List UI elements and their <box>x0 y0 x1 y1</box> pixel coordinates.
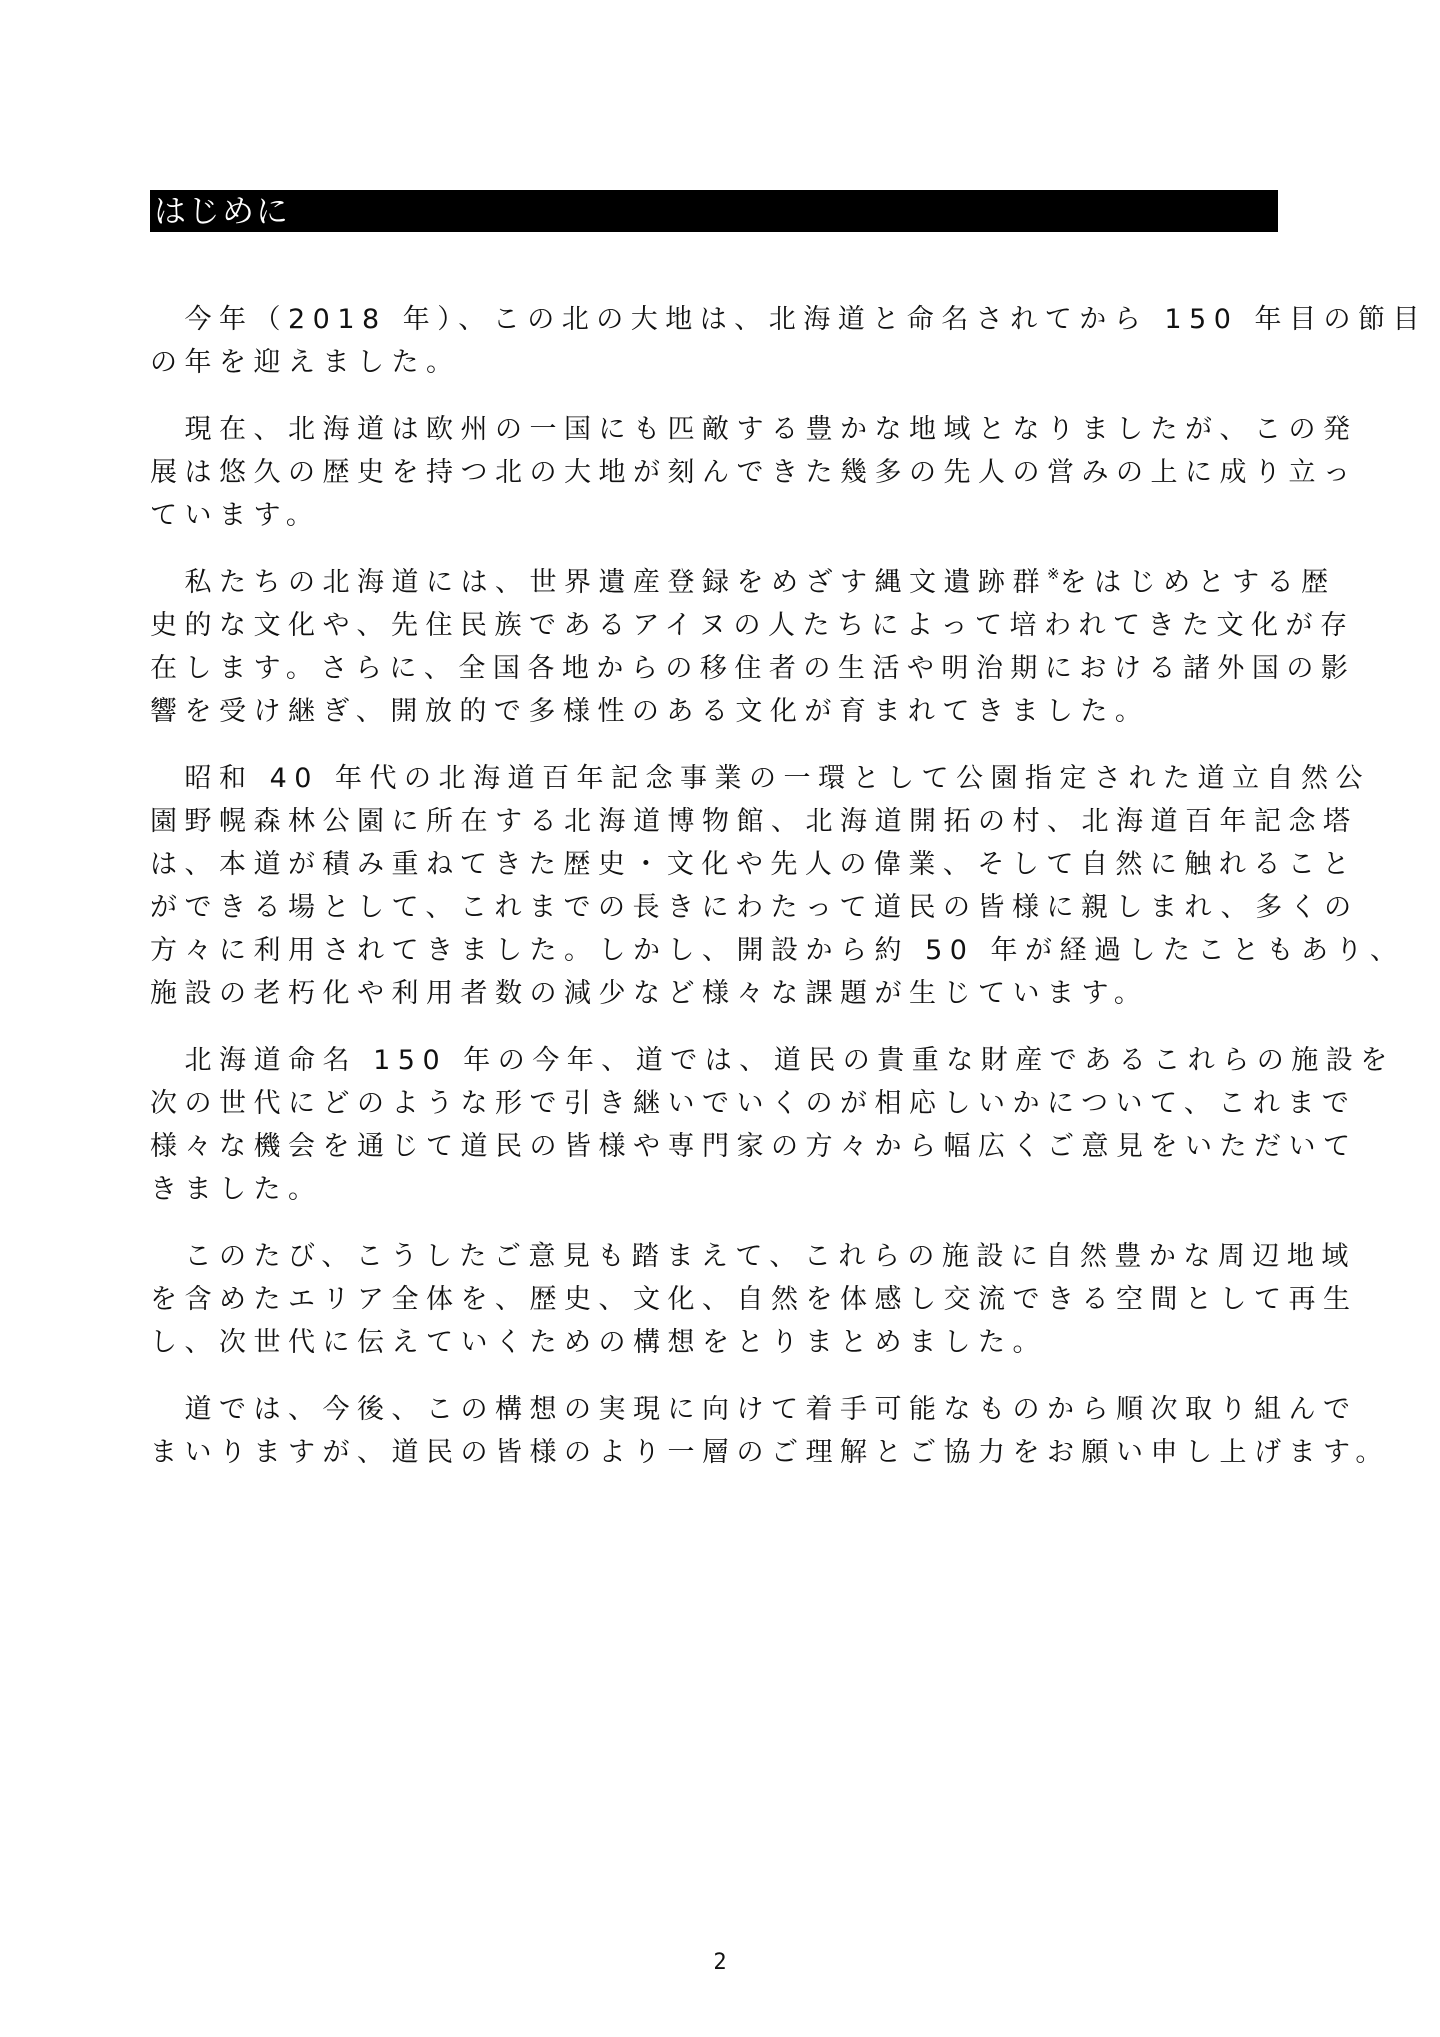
paragraph-line: 史的な文化や、先住民族であるアイヌの人たちによって培われてきた文化が存 <box>150 610 1355 641</box>
paragraph-line: 昭和 40 年代の北海道百年記念事業の一環として公園指定された道立自然公 <box>150 763 1371 794</box>
paragraph-line: 次の世代にどのような形で引き継いでいくのが相応しいかについて、これまで <box>150 1088 1357 1119</box>
paragraph-line: 方々に利用されてきました。しかし、開設から約 50 年が経過したこともあり、 <box>150 935 1405 966</box>
footnote-mark: ※ <box>1047 565 1060 583</box>
paragraph-line: ています。 <box>150 500 321 531</box>
paragraph-line: 在します。さらに、全国各地からの移住者の生活や明治期における諸外国の影 <box>150 653 1356 684</box>
paragraph-line: の年を迎えました。 <box>150 347 461 378</box>
section-heading-bar <box>150 190 1278 232</box>
paragraph-line: 道では、今後、この構想の実現に向けて着手可能なものから順次取り組んで <box>150 1394 1358 1425</box>
paragraph-line: このたび、こうしたご意見も踏まえて、これらの施設に自然豊かな周辺地域 <box>150 1241 1356 1272</box>
paragraph-line: 現在、北海道は欧州の一国にも匹敵する豊かな地域となりましたが、この発 <box>150 414 1358 445</box>
paragraph-line: 施設の老朽化や利用者数の減少など様々な課題が生じています。 <box>150 978 1149 1009</box>
page-number: 2 <box>713 1950 727 1975</box>
paragraph-line: し、次世代に伝えていくための構想をとりまとめました。 <box>150 1327 1047 1358</box>
body-text <box>150 298 1427 1474</box>
paragraph-line: 園野幌森林公園に所在する北海道博物館、北海道開拓の村、北海道百年記念塔 <box>150 806 1358 837</box>
paragraph-line: を含めたエリア全体を、歴史、文化、自然を体感し交流できる空間として再生 <box>150 1284 1358 1315</box>
paragraph-line: 様々な機会を通じて道民の皆様や専門家の方々から幅広くご意見をいただいて <box>150 1131 1358 1162</box>
paragraph-line <box>150 561 1336 604</box>
paragraph-line: 今年（2018 年）、この北の大地は、北海道と命名されてから 150 年目の節目 <box>150 304 1427 335</box>
paragraph-line: 展は悠久の歴史を持つ北の大地が刻んできた幾多の先人の営みの上に成り立っ <box>150 457 1358 488</box>
paragraph-line: きました。 <box>150 1174 323 1205</box>
paragraph-line: ができる場として、これまでの長きにわたって道民の皆様に親しまれ、多くの <box>150 892 1359 923</box>
section-heading: はじめに <box>154 192 291 230</box>
paragraph-line: は、本道が積み重ねてきた歴史・文化や先人の偉業、そして自然に触れること <box>150 849 1357 880</box>
paragraph-line-text: 私たちの北海道には、世界遺産登録をめざす縄文遺跡群 <box>150 567 1047 598</box>
paragraph-line: 響を受け継ぎ、開放的で多様性のある文化が育まれてきました。 <box>150 696 1150 727</box>
paragraph-line: 北海道命名 150 年の今年、道では、道民の貴重な財産であるこれらの施設を <box>150 1045 1395 1076</box>
paragraph-line: まいりますが、道民の皆様のより一層のご理解とご協力をお願い申し上げます。 <box>150 1437 1390 1468</box>
paragraph-line-text: をはじめとする歴 <box>1059 567 1336 598</box>
